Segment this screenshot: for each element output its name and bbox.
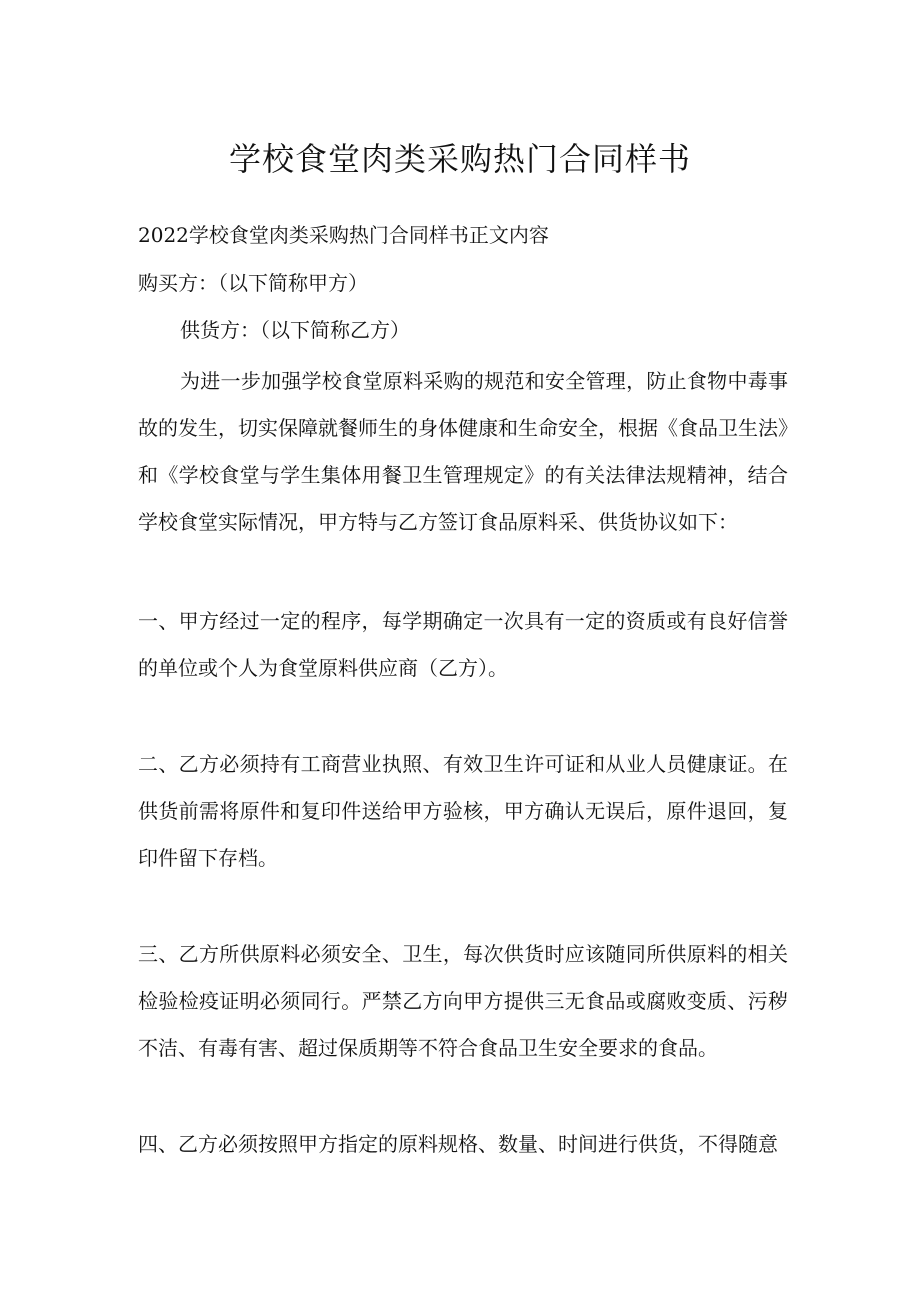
intro-paragraph: 为进一步加强学校食堂原料采购的规范和安全管理，防止食物中毒事故的发生，切实保障就餐师生的身体健康和生命安全，根据《食品卫生法》和《学校食堂与学生集体用餐卫生管理规定》的有关法律法规精神，结合学校食堂实际情况，甲方特与乙方签订食品原料采、供货协议如下： bbox=[138, 369, 788, 534]
document-title: 学校食堂肉类采购热门合同样书 bbox=[228, 140, 691, 178]
clause-4: 四、乙方必须按照甲方指定的原料规格、数量、时间进行供货，不得随意 bbox=[138, 1132, 778, 1156]
clause-1: 一、甲方经过一定的程序，每学期确定一次具有一定的资质或有良好信誉的单位或个人为食堂原料供应商（乙方）。 bbox=[138, 609, 788, 680]
clause-2: 二、乙方必须持有工商营业执照、有效卫生许可证和从业人员健康证。在供货前需将原件和复印件送给甲方验核，甲方确认无误后，原件退回，复印件留下存档。 bbox=[138, 752, 788, 870]
clause-3: 三、乙方所供原料必须安全、卫生，每次供货时应该随同所供原料的相关检验检疫证明必须同行。严禁乙方向甲方提供三无食品或腐败变质、污秽不洁、有毒有害、超过保质期等不符合食品卫生安全要求的食品。 bbox=[138, 942, 788, 1060]
supplier-line: 供货方：（以下简称乙方） bbox=[180, 318, 410, 342]
buyer-line: 购买方：（以下简称甲方） bbox=[138, 271, 368, 295]
document-subtitle: 2022学校食堂肉类采购热门合同样书正文内容 bbox=[138, 223, 549, 247]
